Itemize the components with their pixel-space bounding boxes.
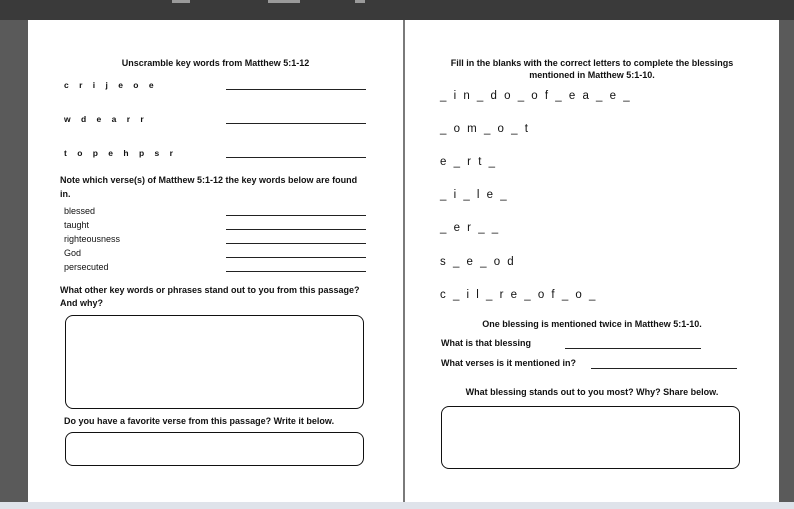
keyword: blessed — [64, 206, 96, 216]
answer-line[interactable] — [226, 257, 366, 258]
answer-line[interactable] — [226, 229, 366, 230]
scramble-word: c r i j e o e — [64, 80, 158, 90]
fill-blanks-title: Fill in the blanks with the correct letters to complete the blessings — [450, 58, 734, 68]
toolbar-icon[interactable] — [172, 0, 190, 3]
answer-line[interactable] — [226, 157, 366, 158]
keyword: God — [64, 248, 82, 258]
keyword: taught — [64, 220, 90, 230]
viewer-toolbar — [0, 0, 794, 20]
worksheet-page-left — [28, 20, 403, 509]
blessing-blank: _ i n _ d o _ o f _ e a _ e _ — [440, 90, 632, 102]
blessing-blank: _ e r _ _ — [440, 222, 501, 234]
blessing-blank: c _ i l _ r e _ o f _ o _ — [440, 289, 598, 301]
toolbar-icon[interactable] — [268, 0, 300, 3]
bottom-strip — [0, 502, 794, 509]
toolbar-icon[interactable] — [355, 0, 365, 3]
favorite-verse-question: Do you have a favorite verse from this passage? Write it below. — [64, 416, 335, 426]
fill-blanks-title-cont: mentioned in Matthew 5:1-10. — [529, 70, 655, 80]
keyword: persecuted — [64, 262, 109, 272]
unscramble-title: Unscramble key words from Matthew 5:1-12 — [121, 58, 310, 68]
favorite-verse-answer-box[interactable] — [65, 432, 364, 466]
other-keywords-question: What other key words or phrases stand out to you from this passage? — [60, 285, 360, 295]
other-keywords-answer-box[interactable] — [65, 315, 364, 409]
answer-line[interactable] — [226, 89, 366, 90]
other-keywords-question-cont: And why? — [60, 298, 103, 308]
twice-note: One blessing is mentioned twice in Matthew 5:1-10. — [482, 319, 702, 329]
answer-line[interactable] — [226, 123, 366, 124]
answer-line[interactable] — [226, 215, 366, 216]
which-verses-question: What verses is it mentioned in? — [441, 358, 577, 368]
answer-line[interactable] — [226, 271, 366, 272]
keyword: righteousness — [64, 234, 121, 244]
scramble-word: w d e a r r — [64, 114, 148, 124]
worksheet-page-right — [405, 20, 779, 509]
blessing-blank: _ i _ l e _ — [440, 189, 509, 201]
note-instruction-cont: in. — [60, 189, 71, 199]
note-instruction: Note which verse(s) of Matthew 5:1-12 the key words below are found — [60, 175, 358, 185]
blessing-blank: _ o m _ o _ t — [440, 123, 530, 135]
scramble-word: t o p e h p s r — [64, 148, 177, 158]
which-blessing-question: What is that blessing — [441, 338, 532, 348]
answer-line[interactable] — [226, 243, 366, 244]
stands-out-answer-box[interactable] — [441, 406, 740, 469]
answer-line[interactable] — [565, 348, 701, 349]
answer-line[interactable] — [591, 368, 737, 369]
stands-out-question: What blessing stands out to you most? Why? Share below. — [465, 387, 719, 397]
blessing-blank: s _ e _ o d — [440, 256, 516, 268]
blessing-blank: e _ r t _ — [440, 156, 497, 168]
